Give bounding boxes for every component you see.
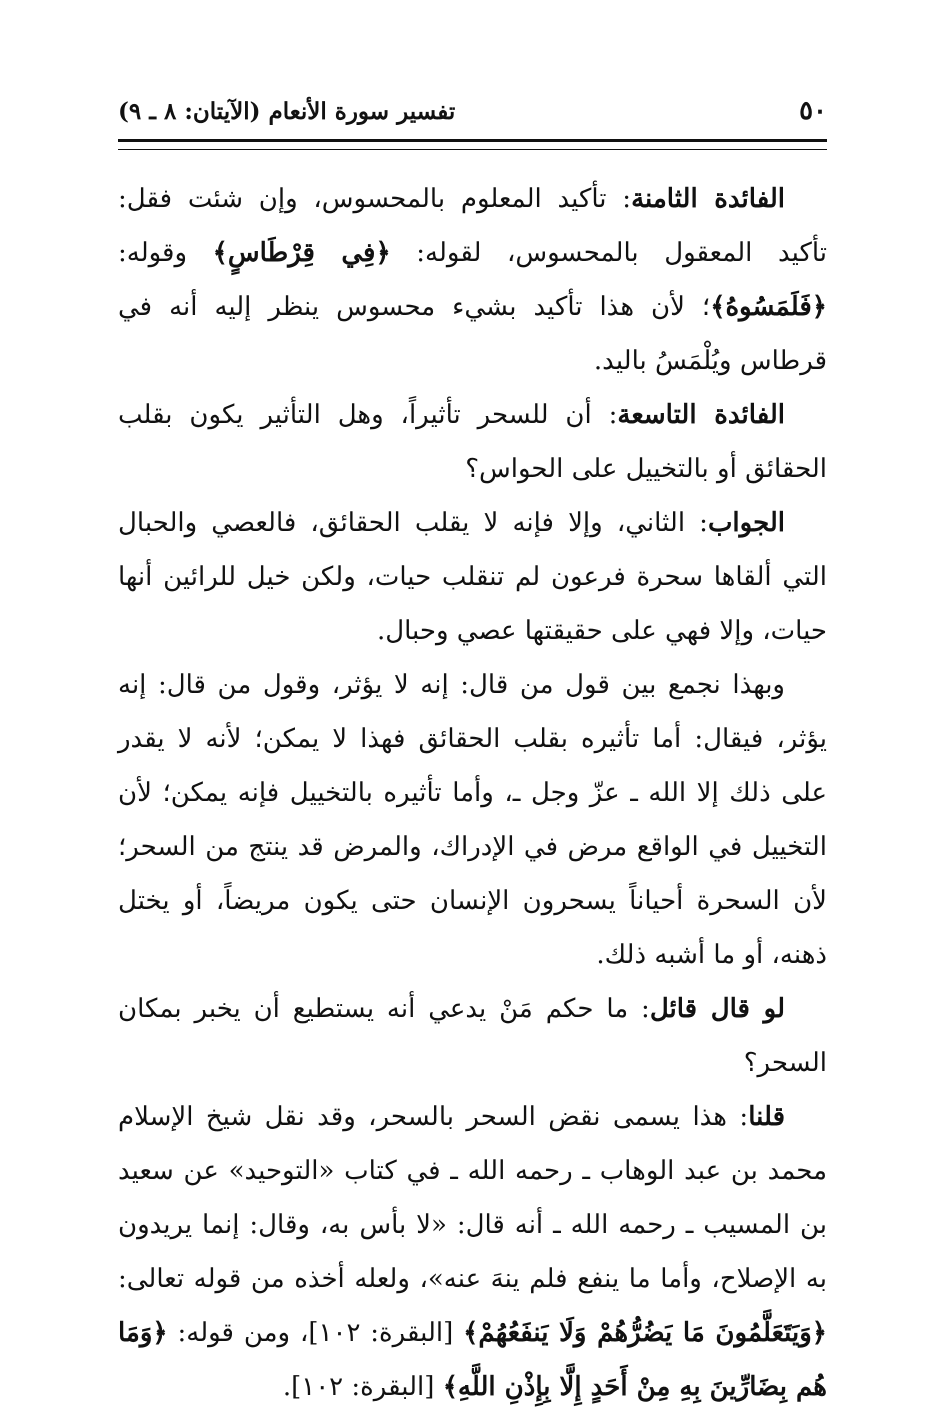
paragraph-reconciliation <box>118 658 827 982</box>
paragraph-lead: الفائدة التاسعة <box>617 400 785 430</box>
paragraph-question <box>118 982 827 1090</box>
paragraph-reply <box>118 1090 827 1414</box>
paragraph-text: [البقرة: ١٠٢]، ومن قوله: <box>167 1318 464 1348</box>
paragraph-text: وقوله: <box>118 238 213 268</box>
paragraph-lead: لو قال قائل <box>649 994 785 1024</box>
paragraph-lead: الفائدة الثامنة <box>631 184 786 214</box>
page-number: ٥٠ <box>799 96 827 126</box>
paragraph-text: [البقرة: ١٠٢]. <box>282 1372 443 1402</box>
page-header <box>118 88 827 138</box>
quran-quote: ﴿فَلَمَسُوهُ﴾ <box>710 292 827 322</box>
paragraph-lead: قلنا <box>748 1102 785 1132</box>
paragraph-text: ؛ لأن هذا تأكيد بشيء محسوس ينظر إليه أنه في قرطاس ويُلْمَسُ باليد. <box>118 292 827 376</box>
running-title: تفسير سورة الأنعام (الآيتان: ٨ ـ ٩) <box>118 98 456 125</box>
quran-quote: ﴿وَيَتَعَلَّمُونَ مَا يَضُرُّهُمْ وَلَا يَنفَعُهُمْ﴾ <box>463 1318 827 1348</box>
paragraph-text: : أن للسحر تأثيراً، وهل التأثير يكون بقلب الحقائق أو بالتخييل على الحواس؟ <box>118 400 827 484</box>
paragraph-eighth-benefit <box>118 172 827 388</box>
paragraph-text: : هذا يسمى نقض السحر بالسحر، وقد نقل شيخ الإسلام محمد بن عبد الوهاب ـ رحمه الله ـ في كتاب «التوحيد» عن سعيد بن المسيب ـ رحمه الله ـ أنه قال: «لا بأس به، وقال: إنما يريدون به الإصلاح، وأما ما ينفع فلم ينهَ عنه»، ولعله أخذه من قوله تعالى: <box>118 1102 827 1294</box>
paragraph-text: : ما حكم مَنْ يدعي أنه يستطيع أن يخبر بمكان السحر؟ <box>118 994 827 1078</box>
quran-quote: ﴿وَمَا هُم بِضَارِّينَ بِهِ مِنْ أَحَدٍ إِلَّا بِإِذْنِ اللَّهِ﴾ <box>118 1318 827 1402</box>
paragraph-text: وبهذا نجمع بين قول من قال: إنه لا يؤثر، وقول من قال: إنه يؤثر، فيقال: أما تأثيره بقلب الحقائق فهذا لا يمكن؛ لأنه لا يقدر على ذلك إلا الله ـ عزّ وجل ـ، وأما تأثيره بالتخييل فإنه يمكن؛ لأن التخييل في الواقع مرض في الإدراك، والمرض قد ينتج من السحر؛ لأن السحرة أحياناً يسحرون الإنسان حتى يكون مريضاً، أو يختل ذهنه، أو ما أشبه ذلك. <box>118 670 827 970</box>
paragraph-answer <box>118 496 827 658</box>
quran-quote: ﴿فِي قِرْطَاسٍ﴾ <box>212 238 391 268</box>
paragraph-text: : تأكيد المعلوم بالمحسوس، وإن شئت فقل: تأكيد المعقول بالمحسوس، لقوله: <box>118 184 827 268</box>
page-body <box>118 172 827 1414</box>
paragraph-lead: الجواب <box>707 508 785 538</box>
header-rule <box>118 139 827 150</box>
paragraph-text: : الثاني، وإلا فإنه لا يقلب الحقائق، فالعصي والحبال التي ألقاها سحرة فرعون لم تنقلب حيات، ولكن خيل للرائين أنها حيات، وإلا فهي على حقيقتها عصي وحبال. <box>118 508 827 646</box>
paragraph-ninth-benefit <box>118 388 827 496</box>
